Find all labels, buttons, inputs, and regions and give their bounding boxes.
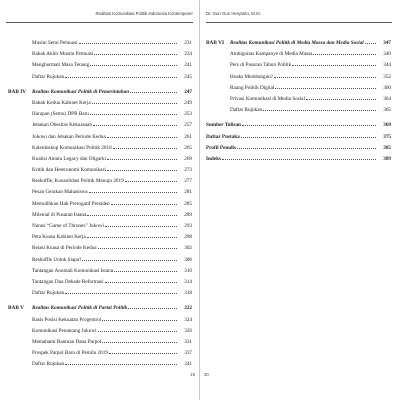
dot-leader xyxy=(263,109,376,111)
dot-leader xyxy=(107,136,177,138)
dot-leader xyxy=(87,236,177,238)
entry-title: Peta Kuasa Kabinet Kerja xyxy=(32,234,86,241)
entry-title: Memahami Bantuan Dana Parpol xyxy=(32,338,102,345)
entry-page-number: 285 xyxy=(184,200,192,207)
toc-entry[interactable] xyxy=(8,167,192,178)
dot-leader xyxy=(128,307,177,309)
toc-entry[interactable] xyxy=(8,122,192,133)
entry-page-number: 261 xyxy=(184,133,192,140)
entry-title: Tantangan Dua Dekade Reformasi xyxy=(32,278,104,285)
entry-page-number: 337 xyxy=(184,350,192,357)
dot-leader xyxy=(105,281,177,283)
entry-page-number: 289 xyxy=(184,211,192,218)
dot-leader xyxy=(313,53,376,55)
toc-entry[interactable] xyxy=(8,361,192,372)
toc-entry[interactable] xyxy=(8,111,192,122)
toc-section[interactable] xyxy=(206,134,391,145)
entry-page-number: 273 xyxy=(184,167,192,174)
dot-leader xyxy=(79,42,177,44)
entry-title: Ruang Politik Digital xyxy=(230,84,275,91)
entry-title: Realitas Komunikasi Politik di Pemerintahan xyxy=(32,88,130,95)
toc-entry[interactable] xyxy=(8,178,192,189)
toc-entry[interactable] xyxy=(8,145,192,156)
entry-page-number: 341 xyxy=(184,361,192,368)
toc-entry[interactable] xyxy=(8,156,192,167)
entry-page-number: 389 xyxy=(383,155,391,162)
entry-page-number: 247 xyxy=(184,88,192,95)
entry-title: Relasi Kuasa di Periode Kedua xyxy=(32,245,97,252)
entry-page-number: 326 xyxy=(184,327,192,334)
entry-page-number: 331 xyxy=(184,338,192,345)
entry-page-number: 322 xyxy=(184,305,192,312)
dot-leader xyxy=(274,76,376,78)
toc-entry[interactable] xyxy=(8,290,192,301)
entry-title: Daftar Rujukan xyxy=(32,361,65,368)
toc-entry[interactable] xyxy=(206,62,391,73)
dot-leader xyxy=(87,214,177,216)
entry-page-number: 231 xyxy=(184,40,192,46)
toc-entry[interactable] xyxy=(206,51,391,62)
dot-leader xyxy=(237,147,376,149)
entry-page-number: 257 xyxy=(184,122,192,129)
entry-page-number: 302 xyxy=(184,245,192,252)
toc-entry[interactable] xyxy=(8,40,192,51)
dot-leader xyxy=(292,64,376,66)
entry-title: Ambiguitas Kampanye di Media Massa xyxy=(230,51,313,58)
entry-title: Daftar Rujukan xyxy=(32,73,65,80)
entry-title: Indeks xyxy=(206,155,221,162)
entry-title: Babak Akhir Musim Pemuasi xyxy=(32,51,94,58)
dot-leader xyxy=(222,158,376,160)
toc-chapter[interactable] xyxy=(206,40,391,51)
dot-leader xyxy=(65,363,177,365)
dot-leader xyxy=(92,102,177,104)
dot-leader xyxy=(109,352,177,354)
entry-title: Pers di Pusaran Tahun Politik xyxy=(230,62,292,69)
entry-title: Reshuffle, Konsolidasi Politik Menuju 2019 xyxy=(32,178,124,185)
dot-leader xyxy=(65,76,177,78)
toc-entry[interactable] xyxy=(8,62,192,73)
toc-entry[interactable] xyxy=(8,74,192,85)
entry-title: Harapan (Semu) DPR Baru xyxy=(32,111,89,118)
dot-leader xyxy=(98,247,177,249)
entry-title: Musim Semi Pemuasi xyxy=(32,40,78,46)
entry-page-number: 306 xyxy=(184,256,192,263)
header-rule xyxy=(206,22,392,23)
toc-entry[interactable] xyxy=(8,234,192,245)
dot-leader xyxy=(89,191,177,193)
page-number: 19 xyxy=(190,372,195,377)
entry-title: Hoaks Membangun? xyxy=(230,73,274,80)
header-rule xyxy=(6,22,193,23)
toc-chapter[interactable] xyxy=(8,305,192,316)
entry-title: Daftar Rujukan xyxy=(32,290,65,297)
entry-title: Jebakan Obesitas Kekuasaan xyxy=(32,122,92,129)
entry-page-number: 352 xyxy=(383,73,391,80)
entry-title: Koalisi Antara Legacy dan Oligarki xyxy=(32,155,107,162)
entry-title: Sumber Tulisan xyxy=(206,122,241,129)
entry-title: Profil Penulis xyxy=(206,144,237,151)
dot-leader xyxy=(94,53,177,55)
dot-leader xyxy=(102,341,177,343)
dot-leader xyxy=(114,270,177,272)
dot-leader xyxy=(105,225,177,227)
entry-page-number: 385 xyxy=(383,144,391,151)
toc-entry[interactable] xyxy=(8,100,192,111)
entry-page-number: 241 xyxy=(184,62,192,69)
entry-title: Milenial di Pusaran Istana xyxy=(32,211,87,218)
left-page xyxy=(0,0,199,400)
entry-page-number: 298 xyxy=(184,234,192,241)
toc-entry[interactable] xyxy=(206,96,391,107)
entry-title: Narasi “Game of Thrones” Jokowi xyxy=(32,223,104,229)
toc-entry[interactable] xyxy=(8,279,192,290)
dot-leader xyxy=(125,180,177,182)
dot-leader xyxy=(107,169,177,171)
entry-page-number: 344 xyxy=(383,62,391,69)
chapter-number: BAB IV xyxy=(8,88,27,95)
dot-leader xyxy=(130,91,177,93)
entry-page-number: 340 xyxy=(383,51,391,58)
entry-page-number: 234 xyxy=(184,51,192,58)
table-of-contents xyxy=(8,40,192,372)
entry-page-number: 245 xyxy=(184,73,192,80)
entry-title: Tantangan Anomali Komunikasi Istana xyxy=(32,267,114,274)
entry-title: Kritik dan Heteronomi Komunikasi xyxy=(32,167,106,174)
toc-section[interactable] xyxy=(206,122,391,133)
entry-page-number: 347 xyxy=(383,40,391,46)
toc-section[interactable] xyxy=(206,156,391,167)
entry-title: Jokowi dan Jebakan Periode Kedua xyxy=(32,133,106,140)
entry-title: Realitas Komunikasi Politik di Partai Politik xyxy=(32,305,128,312)
toc-entry[interactable] xyxy=(8,245,192,256)
entry-title: Memulihkan Hak Prerogatif Presiden xyxy=(32,200,110,207)
entry-page-number: 253 xyxy=(184,111,192,118)
entry-page-number: 269 xyxy=(184,155,192,162)
toc-entry[interactable] xyxy=(8,339,192,350)
entry-page-number: 365 xyxy=(383,107,391,114)
dot-leader xyxy=(111,203,177,205)
entry-title: Babak Kedua Kabinet Kerja xyxy=(32,99,91,106)
entry-page-number: 314 xyxy=(184,278,192,285)
toc-entry[interactable] xyxy=(8,201,192,212)
entry-page-number: 369 xyxy=(383,122,391,129)
dot-leader xyxy=(82,259,177,261)
entry-title: Komunikasi Penantang Jokowi xyxy=(32,327,97,334)
toc-entry[interactable] xyxy=(8,189,192,200)
entry-title: Privasi Komunikasi di Media Sosial xyxy=(230,95,305,102)
toc-entry[interactable] xyxy=(8,212,192,223)
table-of-contents xyxy=(206,40,391,167)
dot-leader xyxy=(306,98,376,100)
toc-entry[interactable] xyxy=(8,223,192,234)
dot-leader xyxy=(90,113,177,115)
entry-title: Basis Posisi Kekuatan Progentrol xyxy=(32,316,102,323)
toc-entry[interactable] xyxy=(8,257,192,268)
dot-leader xyxy=(275,87,376,89)
toc-entry[interactable] xyxy=(206,107,391,118)
dot-leader xyxy=(107,158,177,160)
entry-title: Menghormati Masa Tenang xyxy=(32,62,90,69)
entry-title: Daftar Pustaka xyxy=(206,133,240,140)
entry-title: Pesan Gerakan Mahasiswa xyxy=(32,189,88,196)
entry-page-number: 318 xyxy=(184,290,192,297)
toc-entry[interactable] xyxy=(206,74,391,85)
entry-page-number: 249 xyxy=(184,99,192,106)
entry-title: Realitas Komunikasi Politik di Media Massa dan Media Sosial xyxy=(230,40,364,46)
toc-section[interactable] xyxy=(206,145,391,156)
entry-page-number: 324 xyxy=(184,316,192,323)
entry-page-number: 265 xyxy=(184,144,192,151)
entry-page-number: 281 xyxy=(184,189,192,196)
entry-page-number: 364 xyxy=(383,95,391,102)
toc-chapter[interactable] xyxy=(8,89,192,100)
entry-title: Prospek Parpol Baru di Pemilu 2019 xyxy=(32,350,108,357)
toc-entry[interactable] xyxy=(8,134,192,145)
chapter-number: BAB V xyxy=(8,305,24,312)
dot-leader xyxy=(90,64,177,66)
page-number: 20 xyxy=(204,372,209,377)
dot-leader xyxy=(93,124,177,126)
dot-leader xyxy=(242,124,376,126)
toc-entry[interactable] xyxy=(8,328,192,339)
entry-title: Kaleidoskop Komunikasi Politik 2018 xyxy=(32,144,112,151)
running-header: Realitas Komunikasi Politik Indonesia Kontemporer xyxy=(95,11,193,16)
dot-leader xyxy=(365,42,376,44)
entry-page-number: 293 xyxy=(184,223,192,229)
toc-entry[interactable] xyxy=(206,85,391,96)
running-header: Dr. Gun Gun Heryanto, M.Si. xyxy=(206,11,261,16)
dot-leader xyxy=(241,136,376,138)
entry-page-number: 375 xyxy=(383,133,391,140)
entry-page-number: 310 xyxy=(184,267,192,274)
entry-page-number: 360 xyxy=(383,84,391,91)
toc-entry[interactable] xyxy=(8,317,192,328)
entry-page-number: 277 xyxy=(184,178,192,185)
toc-entry[interactable] xyxy=(8,350,192,361)
dot-leader xyxy=(102,319,177,321)
right-page xyxy=(200,0,400,400)
toc-entry[interactable] xyxy=(8,268,192,279)
toc-entry[interactable] xyxy=(8,51,192,62)
dot-leader xyxy=(98,330,177,332)
dot-leader xyxy=(113,147,177,149)
dot-leader xyxy=(65,292,177,294)
chapter-number: BAB VI xyxy=(206,40,225,46)
entry-title: Reshuffle Untuk Siapa? xyxy=(32,256,82,263)
entry-title: Daftar Rujukan xyxy=(230,107,263,114)
